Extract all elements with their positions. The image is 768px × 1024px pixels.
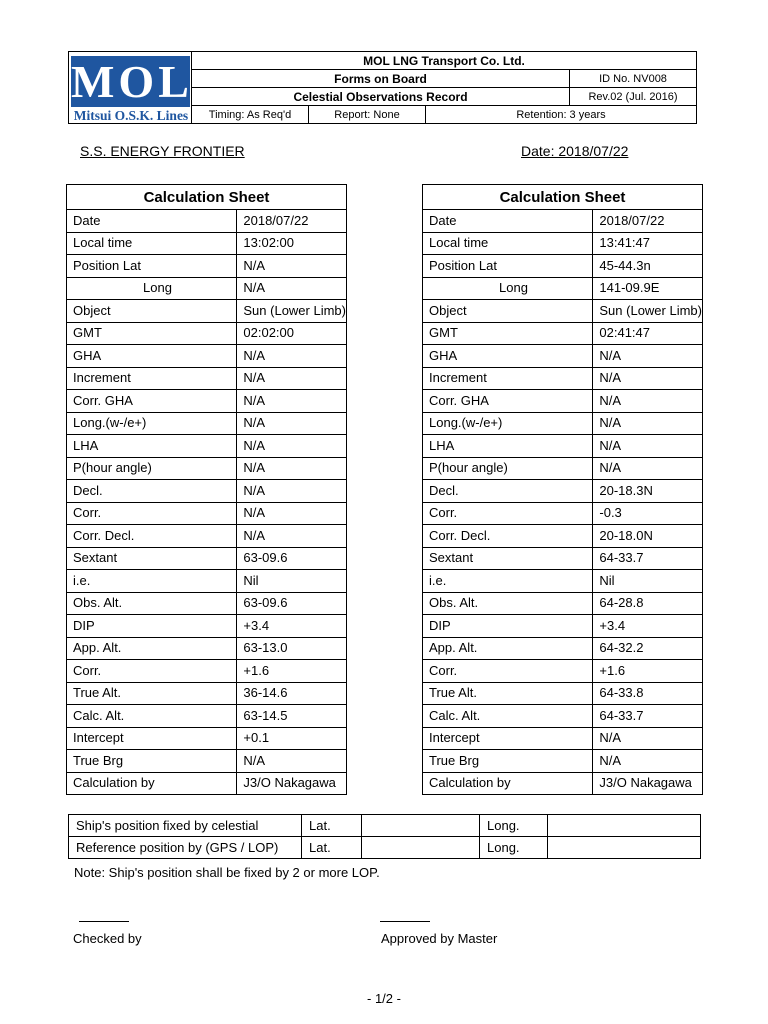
row-label: Long [67, 277, 237, 300]
row-value: N/A [237, 435, 347, 458]
row-value: N/A [593, 412, 703, 435]
table-row [69, 815, 701, 837]
row-value: 63-09.6 [237, 592, 347, 615]
row-value: 141-09.9E [593, 277, 703, 300]
row-label: Increment [423, 367, 593, 390]
approved-by-label: Approved by Master [381, 931, 498, 946]
row-value: Nil [593, 570, 703, 593]
row-label: True Alt. [423, 682, 593, 705]
row-value: Sun (Lower Limb) [593, 300, 703, 323]
row-value: Nil [237, 570, 347, 593]
table-row [67, 322, 347, 345]
row-label: Date [423, 210, 593, 233]
table-row [67, 457, 347, 480]
row-value: N/A [237, 412, 347, 435]
long-label: Long. [480, 815, 548, 837]
row-label: P(hour angle) [423, 457, 593, 480]
table-row [67, 367, 347, 390]
row-value: Sun (Lower Limb) [237, 300, 347, 323]
table-row [423, 457, 703, 480]
table-row [67, 570, 347, 593]
table-row [67, 682, 347, 705]
report-field: Report: None [309, 106, 426, 124]
row-label: Corr. Decl. [67, 525, 237, 548]
row-label: Corr. GHA [67, 390, 237, 413]
row-value: 02:41:47 [593, 322, 703, 345]
ship-name: S.S. ENERGY FRONTIER [80, 143, 245, 159]
table-row [67, 705, 347, 728]
row-label: Date [67, 210, 237, 233]
row-value: 36-14.6 [237, 682, 347, 705]
row-label: LHA [67, 435, 237, 458]
table-row [67, 435, 347, 458]
row-label: Corr. [423, 502, 593, 525]
row-value: 20-18.0N [593, 525, 703, 548]
row-label: True Brg [67, 750, 237, 773]
row-label: Corr. [423, 660, 593, 683]
row-value: N/A [593, 435, 703, 458]
row-value: N/A [237, 255, 347, 278]
table-row [67, 750, 347, 773]
row-label: GHA [423, 345, 593, 368]
row-label: Increment [67, 367, 237, 390]
row-label: Sextant [67, 547, 237, 570]
table-row [67, 615, 347, 638]
row-label: LHA [423, 435, 593, 458]
row-value: 64-32.2 [593, 637, 703, 660]
table-row [423, 502, 703, 525]
row-value: 64-33.7 [593, 547, 703, 570]
table-row [67, 502, 347, 525]
row-value: 64-28.8 [593, 592, 703, 615]
row-label: GMT [423, 322, 593, 345]
row-value: 63-14.5 [237, 705, 347, 728]
table-row [423, 367, 703, 390]
row-value: N/A [593, 390, 703, 413]
table-row [423, 210, 703, 233]
row-value: N/A [237, 345, 347, 368]
table-row [423, 750, 703, 773]
row-label: Calculation by [423, 772, 593, 795]
retention-field: Retention: 3 years [426, 106, 697, 124]
row-label: Long.(w-/e+) [423, 412, 593, 435]
logo-cell [69, 52, 192, 124]
table-row [67, 345, 347, 368]
row-label: Local time [423, 232, 593, 255]
row-label: i.e. [67, 570, 237, 593]
table-row [423, 322, 703, 345]
checked-signature-line [79, 921, 129, 922]
table-row [67, 232, 347, 255]
lat-label: Lat. [302, 837, 362, 859]
row-value: N/A [237, 457, 347, 480]
calculation-sheet-1 [66, 184, 347, 795]
row-label: Obs. Alt. [67, 592, 237, 615]
row-label: GMT [67, 322, 237, 345]
row-label: Corr. Decl. [423, 525, 593, 548]
table-row [423, 390, 703, 413]
row-value: +1.6 [237, 660, 347, 683]
row-label: DIP [423, 615, 593, 638]
table-row [423, 592, 703, 615]
row-label: Object [67, 300, 237, 323]
mol-logo-subtitle: Mitsui O.S.K. Lines [73, 107, 189, 123]
row-label: Corr. [67, 660, 237, 683]
table-row [423, 637, 703, 660]
row-label: Calc. Alt. [423, 705, 593, 728]
row-value: 02:02:00 [237, 322, 347, 345]
row-label: Local time [67, 232, 237, 255]
table-row [423, 615, 703, 638]
table-row [423, 345, 703, 368]
table-row [423, 435, 703, 458]
row-label: DIP [67, 615, 237, 638]
row-value: +0.1 [237, 727, 347, 750]
table-row [423, 570, 703, 593]
row-label: Long.(w-/e+) [67, 412, 237, 435]
table-row [423, 412, 703, 435]
mol-logo: MOL [71, 55, 193, 107]
row-label: Intercept [67, 727, 237, 750]
sheet-title: Calculation Sheet [67, 185, 347, 210]
row-value: 63-13.0 [237, 637, 347, 660]
row-value: N/A [593, 457, 703, 480]
row-value: N/A [237, 480, 347, 503]
form-group: Forms on Board [192, 70, 570, 88]
row-label: Position Lat [423, 255, 593, 278]
table-row [67, 480, 347, 503]
row-value: N/A [593, 367, 703, 390]
table-row [423, 525, 703, 548]
row-label: i.e. [423, 570, 593, 593]
table-row [67, 390, 347, 413]
long-label: Long. [480, 837, 548, 859]
row-label: App. Alt. [423, 637, 593, 660]
row-value: 63-09.6 [237, 547, 347, 570]
sheet-title: Calculation Sheet [423, 185, 703, 210]
row-value: N/A [237, 525, 347, 548]
lat-value[interactable] [362, 837, 480, 859]
row-value: N/A [593, 345, 703, 368]
calculation-sheet-2 [422, 184, 703, 795]
fix-label: Ship's position fixed by celestial [69, 815, 302, 837]
row-label: Position Lat [67, 255, 237, 278]
row-label: Intercept [423, 727, 593, 750]
row-value: 2018/07/22 [593, 210, 703, 233]
table-row [67, 255, 347, 278]
row-label: Decl. [423, 480, 593, 503]
row-label: GHA [67, 345, 237, 368]
row-label: Corr. [67, 502, 237, 525]
table-row [67, 660, 347, 683]
table-row [67, 277, 347, 300]
row-label: Obs. Alt. [423, 592, 593, 615]
row-label: Calculation by [67, 772, 237, 795]
row-label: True Alt. [67, 682, 237, 705]
table-row [423, 277, 703, 300]
table-row [423, 480, 703, 503]
row-value: +1.6 [593, 660, 703, 683]
table-row [423, 705, 703, 728]
row-label: P(hour angle) [67, 457, 237, 480]
table-row [67, 772, 347, 795]
row-value: J3/O Nakagawa [593, 772, 703, 795]
row-value: N/A [237, 750, 347, 773]
row-value: N/A [237, 502, 347, 525]
table-row [67, 300, 347, 323]
table-row [67, 412, 347, 435]
row-label: Calc. Alt. [67, 705, 237, 728]
table-row [67, 210, 347, 233]
row-label: Object [423, 300, 593, 323]
row-label: Long [423, 277, 593, 300]
long-value[interactable] [548, 815, 701, 837]
row-value: 45-44.3n [593, 255, 703, 278]
table-row [423, 232, 703, 255]
form-header [68, 51, 697, 124]
position-fix-table [68, 814, 701, 859]
row-value: +3.4 [237, 615, 347, 638]
row-label: App. Alt. [67, 637, 237, 660]
table-row [423, 300, 703, 323]
row-label: Sextant [423, 547, 593, 570]
lat-label: Lat. [302, 815, 362, 837]
footnote: Note: Ship's position shall be fixed by 2 or more LOP. [74, 865, 380, 880]
table-row [67, 525, 347, 548]
row-value: -0.3 [593, 502, 703, 525]
row-value: N/A [593, 750, 703, 773]
table-row [423, 727, 703, 750]
company-name: MOL LNG Transport Co. Ltd. [192, 52, 697, 70]
form-revision: Rev.02 (Jul. 2016) [570, 88, 697, 106]
page-number: - 1/2 - [367, 991, 401, 1006]
row-value: +3.4 [593, 615, 703, 638]
row-value: 2018/07/22 [237, 210, 347, 233]
form-id: ID No. NV008 [570, 70, 697, 88]
row-label: Decl. [67, 480, 237, 503]
table-row [423, 682, 703, 705]
lat-value[interactable] [362, 815, 480, 837]
table-row [423, 255, 703, 278]
table-row [69, 837, 701, 859]
record-date: Date: 2018/07/22 [521, 143, 629, 159]
table-row [423, 772, 703, 795]
table-row [67, 637, 347, 660]
row-value: J3/O Nakagawa [237, 772, 347, 795]
table-row [423, 547, 703, 570]
table-row [67, 727, 347, 750]
row-value: 20-18.3N [593, 480, 703, 503]
long-value[interactable] [548, 837, 701, 859]
table-row [423, 660, 703, 683]
approved-signature-line [380, 921, 430, 922]
timing-field: Timing: As Req'd [192, 106, 309, 124]
table-row [67, 547, 347, 570]
row-value: 13:41:47 [593, 232, 703, 255]
form-title: Celestial Observations Record [192, 88, 570, 106]
row-label: Corr. GHA [423, 390, 593, 413]
row-value: N/A [593, 727, 703, 750]
row-value: 64-33.7 [593, 705, 703, 728]
checked-by-label: Checked by [73, 931, 142, 946]
table-row [67, 592, 347, 615]
row-value: N/A [237, 390, 347, 413]
row-value: 64-33.8 [593, 682, 703, 705]
row-value: N/A [237, 367, 347, 390]
row-label: True Brg [423, 750, 593, 773]
row-value: 13:02:00 [237, 232, 347, 255]
row-value: N/A [237, 277, 347, 300]
fix-label: Reference position by (GPS / LOP) [69, 837, 302, 859]
